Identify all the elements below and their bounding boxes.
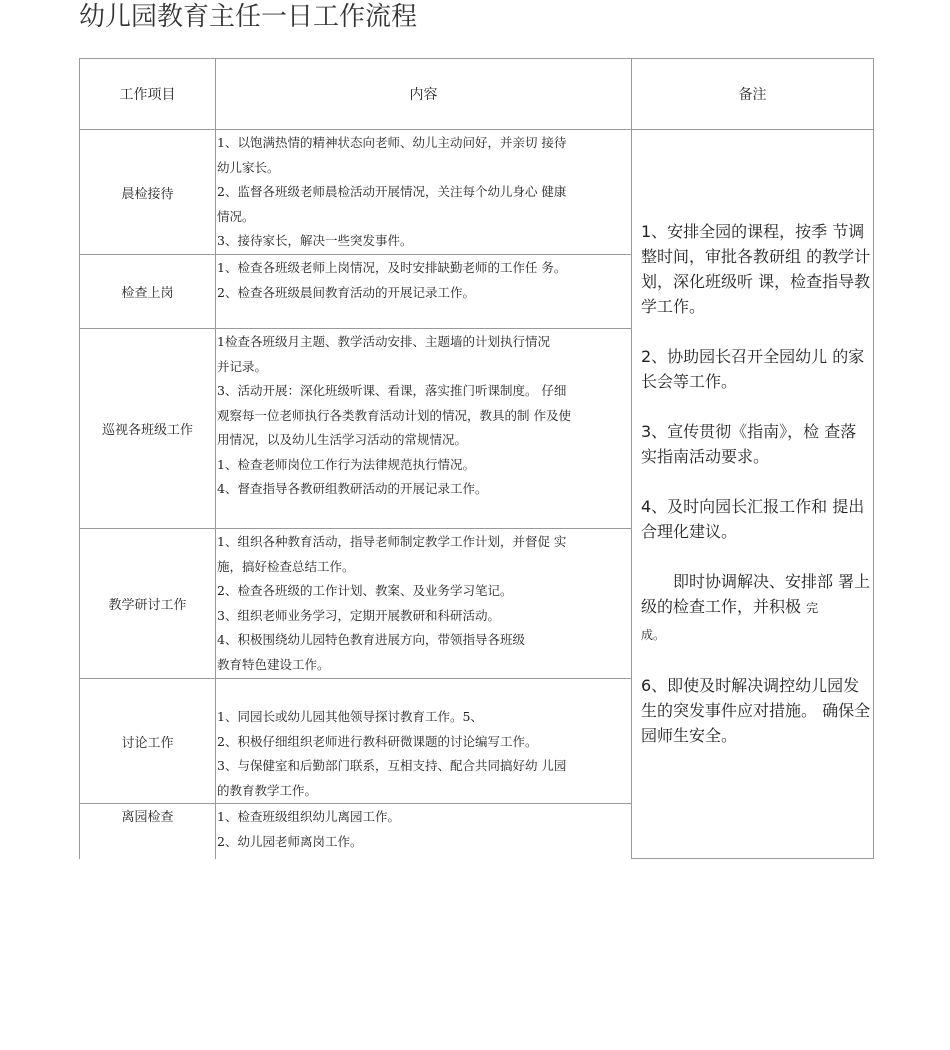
- header-notes: 备注: [632, 59, 874, 130]
- note-6: 6、即使及时解决调控幼儿园发生的突发事件应对措施。 确保全园师生安全。: [641, 676, 871, 745]
- content-line: 1、组织各种教育活动，指导老师制定教学工作计划，并督促 实: [217, 534, 567, 549]
- content-line: 2、检查各班级的工作计划、教案、及业务学习笔记。: [217, 583, 513, 598]
- row-content: [216, 804, 632, 859]
- content-line: 并记录。: [217, 358, 268, 374]
- note-1: 1、安排全园的课程，按季 节调整时间，审批各教研组 的教学计划，深化班级听 课，检查指导教学工作。: [641, 222, 871, 316]
- table-header-row: [80, 59, 874, 130]
- header-item: 工作项目: [80, 59, 216, 130]
- row-content: [216, 679, 632, 804]
- note-2: 2、协助园长召开全园幼儿 的家长会等工作。: [641, 347, 865, 391]
- content-line: 观察每一位老师执行各类教育活动计划的情况，教具的制 作及使: [217, 407, 571, 423]
- content-line: 1、以饱满热情的精神状态向老师、幼儿主动问好，并亲切 接待: [217, 135, 567, 150]
- content-line: 施，搞好检查总结工作。: [217, 558, 355, 574]
- content-line: 情况。: [217, 208, 255, 224]
- content-line: 2、积极仔细组织老师进行教科研微课题的讨论编写工作。: [217, 733, 538, 749]
- row-item-morning-check: 晨检接待: [80, 130, 216, 255]
- row-item-inspection: 巡视各班级工作: [80, 329, 216, 529]
- content-line: 的教育教学工作。: [217, 782, 318, 798]
- content-line: 2、监督各班级老师晨检活动开展情况，关注每个幼儿身心 健康: [217, 184, 567, 199]
- content-line: 1、同园长或幼儿园其他领导探讨教育工作。5、: [217, 709, 483, 724]
- content-line: 教育特色建设工作。: [217, 656, 330, 672]
- row-content: [216, 130, 632, 255]
- content-line: 2、幼儿园老师离岗工作。: [217, 833, 363, 849]
- content-line: 2、检查各班级晨间教育活动的开展记录工作。: [217, 284, 475, 300]
- content-line: 1、检查班级组织幼儿离园工作。: [217, 809, 400, 824]
- row-content: [216, 255, 632, 329]
- row-item-duty-check: 检查上岗: [80, 255, 216, 329]
- content-line: 1检查各班级月主题、教学活动安排、主题墙的计划执行情况: [217, 334, 550, 349]
- content-line: 3、与保健室和后勤部门联系，互相支持、配合共同搞好幼 儿园: [217, 758, 567, 773]
- note-5-suffix: 完: [806, 601, 819, 615]
- note-5: 即时协调解决、安排部 署上级的检查工作，并积极 完 成。: [641, 572, 871, 642]
- content-line: 1、检查老师岗位工作行为法律规范执行情况。: [217, 456, 475, 472]
- table-row: [80, 130, 874, 255]
- content-line: 4、积极围绕幼儿园特色教育进展方向，带领指导各班级: [217, 632, 525, 647]
- row-content: [216, 529, 632, 679]
- content-line: 3、组织老师业务学习，定期开展教研和科研活动。: [217, 607, 500, 623]
- page-title: 幼儿园教育主任一日工作流程: [79, 2, 418, 32]
- row-item-discussion: 讨论工作: [80, 679, 216, 804]
- row-item-teaching-research: 教学研讨工作: [80, 529, 216, 679]
- header-content: 内容: [216, 59, 632, 130]
- content-line: 3、活动开展：深化班级听课、看课，落实推门听课制度。 仔细: [217, 383, 567, 398]
- note-3: 3、宣传贯彻《指南》，检 查落实指南活动要求。: [641, 422, 857, 466]
- workflow-table: [79, 58, 874, 859]
- content-line: 用情况，以及幼儿生活学习活动的常规情况。: [217, 432, 468, 447]
- note-5-end: 成。: [641, 628, 666, 642]
- content-line: 4、督查指导各教研组教研活动的开展记录工作。: [217, 481, 488, 496]
- row-content: [216, 329, 632, 529]
- row-item-departure-check: 离园检查: [80, 804, 216, 859]
- content-line: 1、检查各班级老师上岗情况，及时安排缺勤老师的工作任 务。: [217, 260, 567, 275]
- content-line: 幼儿家长。: [217, 159, 280, 175]
- note-4: 4、及时向园长汇报工作和 提出合理化建议。: [641, 497, 865, 541]
- content-line: 3、接待家长，解决一些突发事件。: [217, 233, 413, 248]
- notes-cell: [632, 130, 874, 859]
